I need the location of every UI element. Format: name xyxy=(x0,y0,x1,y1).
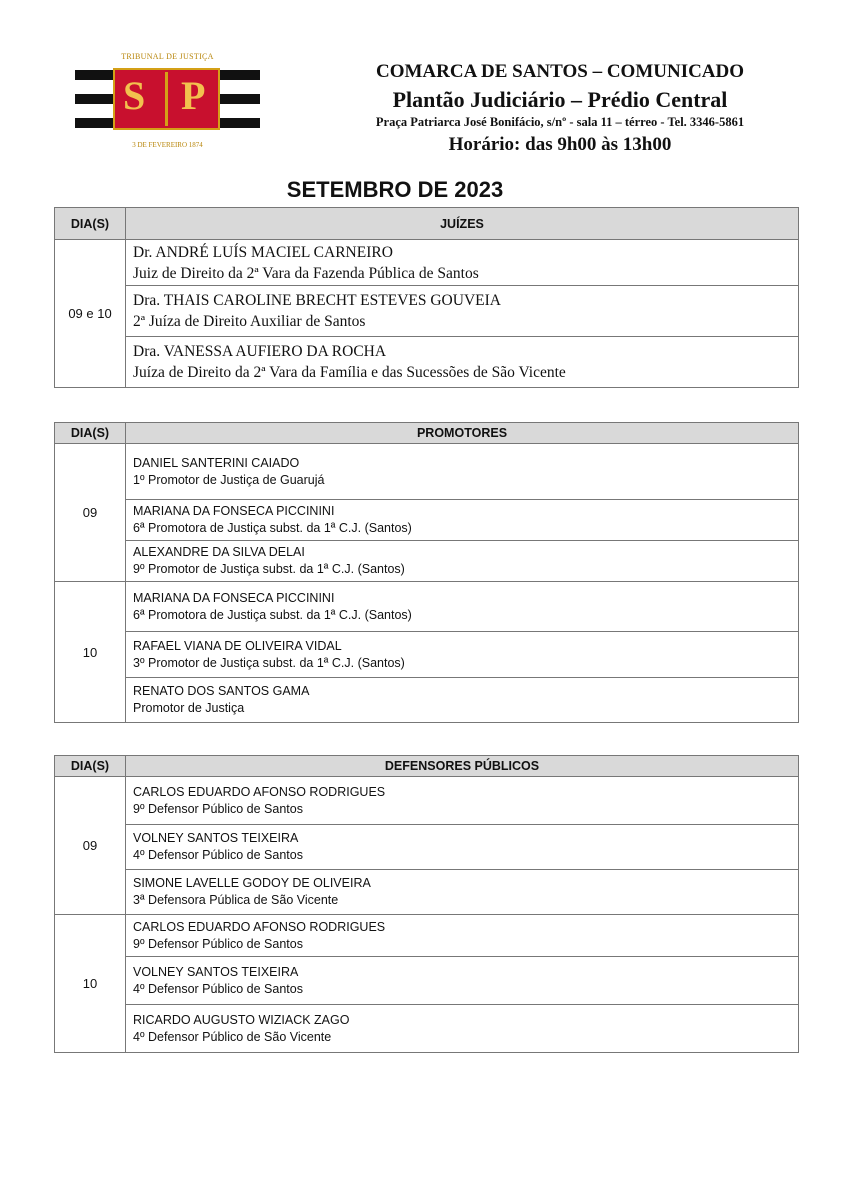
table-row xyxy=(55,240,799,286)
sao-paulo-flag-icon xyxy=(75,64,260,134)
entry-role: 6ª Promotora de Justiça subst. da 1ª C.J. (Santos) xyxy=(133,607,412,622)
entry-role: 3º Promotor de Justiça subst. da 1ª C.J. (Santos) xyxy=(133,655,405,670)
coat-of-arms-shield xyxy=(113,68,220,130)
entry-role: 4º Defensor Público de São Vicente xyxy=(133,1029,332,1044)
col-day-header: DIA(S) xyxy=(55,208,126,240)
col-day-header: DIA(S) xyxy=(55,423,126,444)
public-defenders-table xyxy=(54,755,799,1053)
entry-role: 2ª Juíza de Direito Auxiliar de Santos xyxy=(133,313,366,330)
header-horario: Horário: das 9h00 às 13h00 xyxy=(448,134,672,155)
tribunal-logo xyxy=(75,52,260,152)
table-row xyxy=(55,632,799,678)
day-cell: 09 e 10 xyxy=(55,240,126,388)
judges-table xyxy=(54,207,799,388)
table-row xyxy=(55,582,799,632)
entry-name: CARLOS EDUARDO AFONSO RODRIGUES xyxy=(133,784,386,799)
day-cell: 09 xyxy=(55,777,126,915)
entry-name: Dra. THAIS CAROLINE BRECHT ESTEVES GOUVEIA xyxy=(133,292,501,309)
table-row xyxy=(55,541,799,582)
entry-name: ALEXANDRE DA SILVA DELAI xyxy=(133,545,305,559)
month-title: SETEMBRO DE 2023 xyxy=(286,177,504,202)
entry-role: 9º Defensor Público de Santos xyxy=(133,801,303,816)
col-day-header: DIA(S) xyxy=(55,756,126,777)
entry-role: 1º Promotor de Justiça de Guarujá xyxy=(133,472,325,487)
table-row xyxy=(55,678,799,723)
entry-role: Juiz de Direito da 2ª Vara da Fazenda Pública de Santos xyxy=(133,264,479,282)
col-defenders-header: DEFENSORES PÚBLICOS xyxy=(126,756,799,777)
col-prosecutors-header: PROMOTORES xyxy=(126,423,799,444)
entry-name: DANIEL SANTERINI CAIADO xyxy=(133,455,300,470)
header-comarca: COMARCA DE SANTOS – COMUNICADO xyxy=(375,61,745,82)
logo-letter-p: P xyxy=(181,73,206,118)
table-row xyxy=(55,777,799,825)
entry-name: MARIANA DA FONSECA PICCININI xyxy=(133,590,335,605)
prosecutors-table xyxy=(54,422,799,723)
entry-role: 4º Defensor Público de Santos xyxy=(133,981,303,996)
header-plantao: Plantão Judiciário – Prédio Central xyxy=(392,87,728,112)
day-cell: 10 xyxy=(55,582,126,723)
entry-role: 9º Promotor de Justiça subst. da 1ª C.J. (Santos) xyxy=(133,562,405,576)
entry-role: Promotor de Justiça xyxy=(133,701,245,715)
entry-name: CARLOS EDUARDO AFONSO RODRIGUES xyxy=(133,919,386,934)
entry-role: Juíza de Direito da 2ª Vara da Família e das Sucessões de São Vicente xyxy=(133,364,566,381)
entry-role: 3ª Defensora Pública de São Vicente xyxy=(133,893,339,907)
table-row xyxy=(55,337,799,388)
entry-name: Dra. VANESSA AUFIERO DA ROCHA xyxy=(133,343,387,360)
table-header-row xyxy=(55,423,799,444)
logo-top-text: TRIBUNAL DE JUSTIÇA xyxy=(121,52,214,61)
col-judges-header: JUÍZES xyxy=(126,208,799,240)
table-row xyxy=(55,870,799,915)
logo-bottom-text: 3 DE FEVEREIRO 1874 xyxy=(132,141,203,149)
table-row xyxy=(55,1005,799,1053)
table-row xyxy=(55,286,799,337)
table-row xyxy=(55,915,799,957)
table-header-row xyxy=(55,208,799,240)
table-row xyxy=(55,825,799,870)
entry-name: MARIANA DA FONSECA PICCININI xyxy=(133,504,335,518)
entry-role: 4º Defensor Público de Santos xyxy=(133,848,303,862)
entry-name: VOLNEY SANTOS TEIXEIRA xyxy=(133,831,299,845)
entry-name: RICARDO AUGUSTO WIZIACK ZAGO xyxy=(133,1012,350,1027)
day-cell: 09 xyxy=(55,444,126,582)
logo-letter-s: S xyxy=(123,73,146,118)
entry-name: VOLNEY SANTOS TEIXEIRA xyxy=(133,964,299,979)
entry-name: SIMONE LAVELLE GODOY DE OLIVEIRA xyxy=(133,876,371,890)
entry-name: RENATO DOS SANTOS GAMA xyxy=(133,684,310,698)
table-header-row xyxy=(55,756,799,777)
table-row xyxy=(55,444,799,500)
day-cell: 10 xyxy=(55,915,126,1053)
entry-role: 6ª Promotora de Justiça subst. da 1ª C.J. (Santos) xyxy=(133,521,412,535)
sword-icon xyxy=(165,72,168,126)
table-row xyxy=(55,500,799,541)
table-row xyxy=(55,957,799,1005)
entry-name: RAFAEL VIANA DE OLIVEIRA VIDAL xyxy=(133,638,342,653)
header-address: Praça Patriarca José Bonifácio, s/nº - sala 11 – térreo - Tel. 3346-5861 xyxy=(375,115,745,129)
entry-role: 9º Defensor Público de Santos xyxy=(133,936,303,951)
entry-name: Dr. ANDRÉ LUÍS MACIEL CARNEIRO xyxy=(133,243,393,261)
